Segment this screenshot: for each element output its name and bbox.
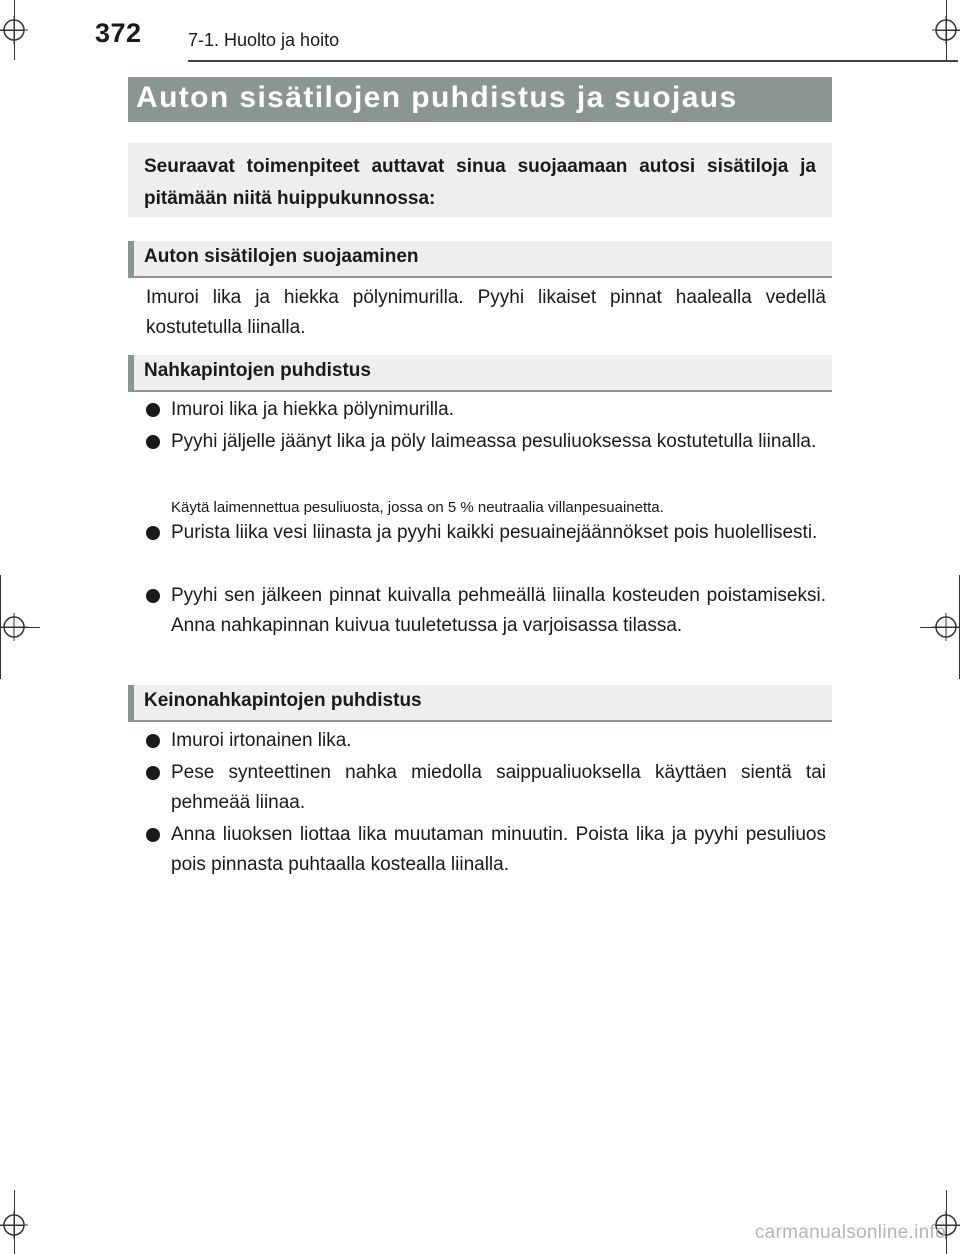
bullet-icon bbox=[146, 766, 160, 780]
bullet-icon bbox=[146, 526, 160, 540]
list-item bbox=[146, 518, 826, 548]
page-number: 372 bbox=[95, 18, 142, 48]
list-item bbox=[146, 758, 826, 818]
note-text: Käytä laimennettua pesuliuosta, jossa on 5 % neutraalia villanpesuainetta. bbox=[171, 499, 664, 516]
bullet-icon bbox=[146, 435, 160, 449]
list-item-text: Pese synteettinen nahka miedolla saippualiuoksella käyttäen sientä tai pehmeää liinaa. bbox=[171, 762, 826, 813]
registration-mark-icon bbox=[932, 613, 960, 641]
registration-mark-icon bbox=[0, 1211, 28, 1239]
intro-box bbox=[128, 143, 832, 217]
section-header-leather-cleaning bbox=[128, 355, 832, 392]
registration-mark-icon bbox=[0, 16, 28, 44]
list-item-text: Purista liika vesi liinasta ja pyyhi kaikki pesuainejäännökset pois huolellisesti. bbox=[171, 522, 818, 543]
registration-mark-icon bbox=[932, 16, 960, 44]
intro-text: Seuraavat toimenpiteet auttavat sinua suojaamaan autosi sisätiloja ja pitämään niitä huippukunnossa: bbox=[144, 156, 816, 209]
page-title: Auton sisätilojen puhdistus ja suojaus bbox=[136, 81, 738, 114]
list-item-text: Imuroi irtonainen lika. bbox=[171, 730, 352, 751]
bullet-icon bbox=[146, 403, 160, 417]
list-item-text: Pyyhi sen jälkeen pinnat kuivalla pehmeällä liinalla kosteuden poistamiseksi. Anna nahkapinnan kuivua tuuletetussa ja varjoisassa tilassa. bbox=[171, 585, 826, 636]
title-bar bbox=[128, 77, 832, 122]
bullet-icon bbox=[146, 828, 160, 842]
section-header-synthetic-leather-cleaning bbox=[128, 685, 832, 722]
list-item bbox=[146, 427, 826, 457]
watermark: carmanualsonline.info bbox=[754, 1222, 946, 1243]
section-heading: Keinonahkapintojen puhdistus bbox=[144, 690, 422, 711]
list-item-text: Pyyhi jäljelle jäänyt lika ja pöly laimeassa pesuliuoksessa kostutetulla liinalla. bbox=[171, 431, 817, 452]
list-item bbox=[146, 581, 826, 641]
list-item bbox=[146, 726, 826, 756]
list-item bbox=[146, 820, 826, 880]
paragraph: Imuroi lika ja hiekka pölynimurilla. Pyyhi likaiset pinnat haalealla vedellä kostutetulla liinalla. bbox=[146, 287, 826, 338]
bullet-icon bbox=[146, 589, 160, 603]
running-head: 7-1. Huolto ja hoito bbox=[188, 30, 340, 50]
registration-mark-icon bbox=[0, 613, 28, 641]
section-header-interior-protection bbox=[128, 241, 832, 278]
header-rule bbox=[188, 60, 958, 62]
list-item-text: Anna liuoksen liottaa lika muutaman minuutin. Poista lika ja pyyhi pesuliuos pois pinnasta puhtaalla kostealla liinalla. bbox=[171, 824, 826, 875]
section-heading: Auton sisätilojen suojaaminen bbox=[144, 246, 419, 267]
bullet-icon bbox=[146, 734, 160, 748]
section-heading: Nahkapintojen puhdistus bbox=[144, 360, 371, 381]
list-item-text: Imuroi lika ja hiekka pölynimurilla. bbox=[171, 399, 454, 420]
list-item bbox=[146, 395, 826, 425]
